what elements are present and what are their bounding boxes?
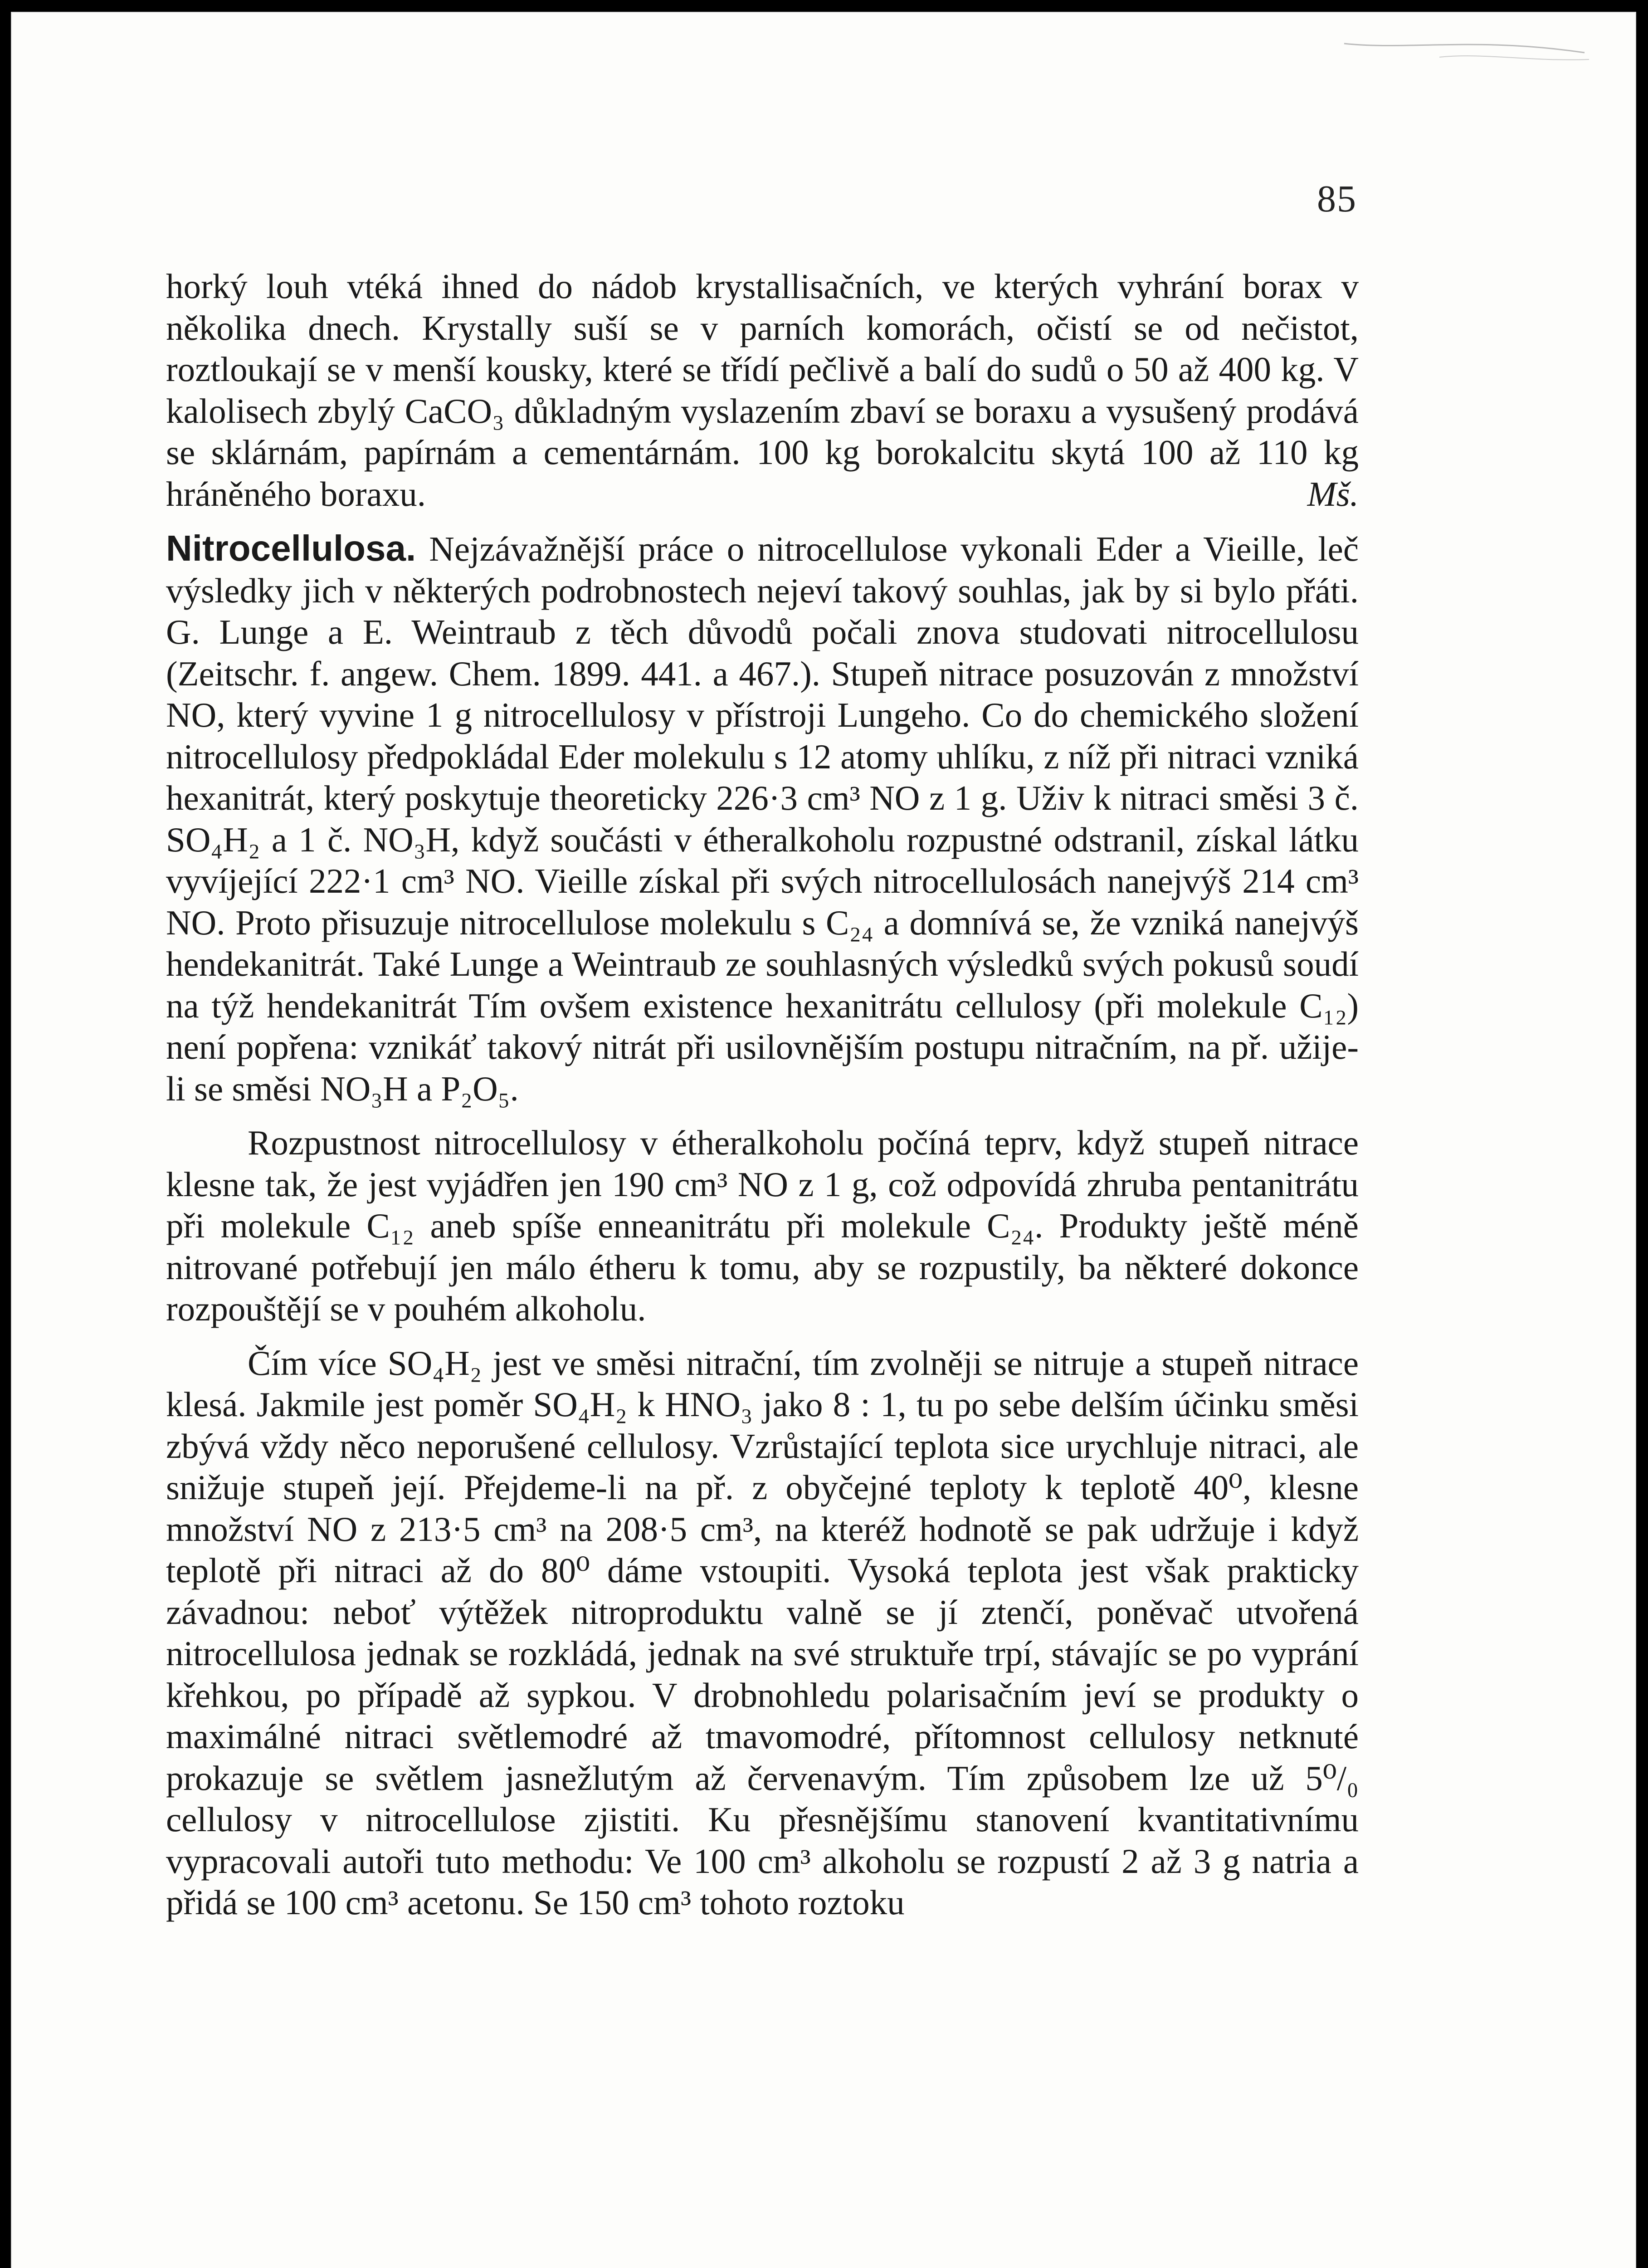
paragraph-nitrocellulose-intro — [166, 528, 1359, 1110]
author-signature: Mš. — [1307, 474, 1359, 513]
paragraph-sulfuric-acid: Čím více SO₄H₂ jest ve směsi nitrační, tím zvolněji se nitruje a stupeň nitrace klesá. Jakmile jest poměr SO₄H₂ k HNO₃ jako 8 : 1, tu po sebe delším účinku směsi zbývá vždy něco neporušené cellulosy. Vzrůstající teplota sice urychluje nitraci, ale snižuje stupeň její. Přejdeme-li na př. z obyčejné teploty k teplotě 40⁰, klesne množství NO z 213·5 cm³ na 208·5 cm³, na kteréž hodnotě se pak udržuje i když teplotě při nitraci až do 80⁰ dáme vstoupiti. Vysoká teplota jest však prakticky závadnou: neboť výtěžek nitroproduktu valně se jí ztenčí, poněvač utvořená nitrocellulosa jednak se rozkládá, jednak na své struktuře trpí, stávajíc se po vyprání křehkou, po případě až sypkou. V drobnohledu polarisačním jeví se produkty o maximálné nitraci světlemodré až tmavomodré, přítomnost cellulosy netknuté prokazuje se světlem jasnežlutým až červenavým. Tím způsobem lze už 5⁰/₀ cellulosy v nitrocellulose zjistiti. Ku přesnějšímu stanovení kvantitativnímu vypracovali autoři tuto methodu: Ve 100 cm³ alkoholu se rozpustí 2 až 3 g natria a přidá se 100 cm³ acetonu. Se 150 cm³ tohoto roztoku — [166, 1343, 1359, 1922]
paragraph-borax-text: horký louh vtéká ihned do nádob krystallisačních, ve kterých vyhrání borax v několika dnech. Krystally suší se v parních komorách, očistí se od nečistot, roztloukají se v menší kousky, které se třídí pečlivě a balí do sudů o 50 až 400 kg. V kalolisech zbylý CaCO₃ důkladným vyslazením zbaví se boraxu a vysušený prodává se sklárnám, papírnám a cementárnám. 100 kg borokalcitu skytá 100 až 110 kg hráněného boraxu. — [166, 267, 1359, 513]
paragraph-borax — [166, 266, 1359, 515]
section-heading: Nitrocellulosa. — [166, 528, 416, 568]
page-number: 85 — [1317, 178, 1357, 220]
paragraph-nitrocellulose-intro-text: Nejzávažnější práce o nitrocellulose vykonali Eder a Vieille, leč výsledky jich v některých podrobnostech nejeví takový souhlas, jak by si bylo přáti. G. Lunge a E. Weintraub z těch důvodů počali znova studovati nitrocellulosu (Zeitschr. f. angew. Chem. 1899. 441. a 467.). Stupeň nitrace posuzován z množství NO, který vyvine 1 g nitrocellulosy v přístroji Lungeho. Co do chemického složení nitrocellulosy předpokládal Eder molekulu s 12 atomy uhlíku, z níž při nitraci vzniká hexanitrát, který poskytuje theoreticky 226·3 cm³ NO z 1 g. Uživ k nitraci směsi 3 č. SO₄H₂ a 1 č. NO₃H, když součásti v étheralkoholu rozpustné odstranil, získal látku vyvíjející 222·1 cm³ NO. Vieille získal při svých nitrocellulosách nanejvýš 214 cm³ NO. Proto přisuzuje nitrocellulose molekulu s C₂₄ a domnívá se, že vzniká nanejvýš hendekanitrát. Také Lunge a Weintraub ze souhlasných výsledků svých pokusů soudí na týž hendekanitrát Tím ovšem existence hexanitrátu cellulosy (při molekule C₁₂) není popřena: vznikáť takový nitrát při usilovnějším postupu nitračním, na př. užije-li se směsi NO₃H a P₂O₅. — [166, 529, 1359, 1108]
book-page — [11, 12, 1636, 2268]
page-scuff-mark — [1340, 25, 1594, 66]
paragraph-solubility: Rozpustnost nitrocellulosy v étheralkoholu počíná teprv, když stupeň nitrace klesne tak, že jest vyjádřen jen 190 cm³ NO z 1 g, což odpovídá zhruba pentanitrátu při molekule C₁₂ aneb spíše enneanitrátu při molekule C₂₄. Produkty ještě méně nitrované potřebují jen málo étheru k tomu, aby se rozpustily, ba některé dokonce rozpouštějí se v pouhém alkoholu. — [166, 1123, 1359, 1328]
body-text — [166, 266, 1359, 1936]
